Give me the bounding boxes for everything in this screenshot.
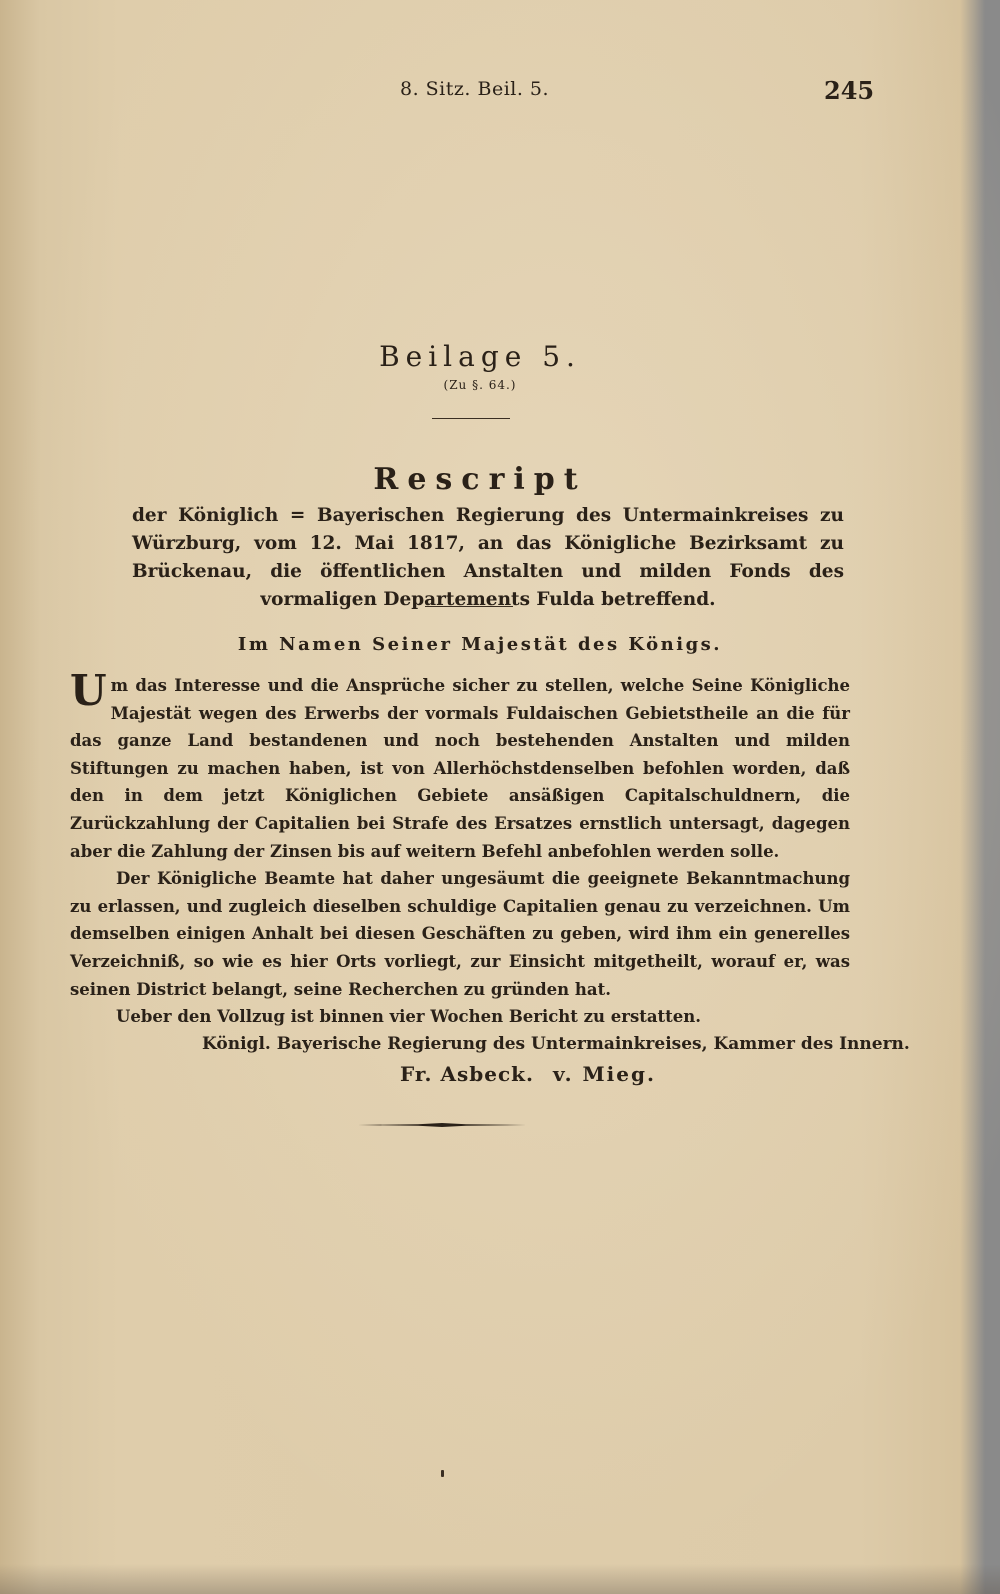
body-paragraph [70, 666, 850, 865]
body-paragraph: Der Königliche Beamte hat daher ungesäumt die geeignete Bekanntmachung zu erlassen, und zugleich dieselben schuldige Capitalien genau zu verzeichnen. Um demselben einigen Anhalt bei diesen Geschäften zu geben, wird ihm ein generelles Verzeichniß, so wie es hier Orts vorliegt, zur Einsicht mitgetheilt, worauf er, was seinen District belangt, seine Recherchen zu gründen hat. [70, 869, 850, 999]
page-edge-shadow [0, 1564, 1000, 1594]
document-title: Rescript [373, 462, 587, 497]
signatory-authority: Königl. Bayerische Regierung des Untermainkreises, Kammer des Innern. [202, 1034, 910, 1054]
divider-rule [425, 606, 513, 607]
appendix-reference: (Zu §. 64.) [443, 378, 517, 392]
divider-rule [432, 418, 510, 419]
body-paragraph: Ueber den Vollzug ist binnen vier Wochen Bericht zu erstatten. [116, 1007, 702, 1027]
running-head [0, 78, 1000, 112]
royal-invocation: Im Namen Seiner Majestät des Königs. [237, 634, 723, 655]
printer-mark [441, 1470, 444, 1477]
running-head-section: 8. Sitz. Beil. 5. [400, 78, 550, 100]
signature-first: Fr. Asbeck. [400, 1062, 534, 1086]
drop-cap: U [70, 666, 107, 715]
signature-second: v. Mieg. [553, 1062, 656, 1086]
document-description: der Königlich = Bayerischen Regierung des Untermainkreises zu Würzburg, vom 12. Mai 1817, an das Königliche Bezirksamt zu Brückenau, die öffentlichen Anstalten und milden Fonds des vormaligen Departements Fulda betreffend. [132, 505, 844, 610]
page-number: 245 [824, 76, 875, 105]
document-body [70, 666, 850, 1031]
end-rule-ornament [358, 1122, 526, 1128]
appendix-title: Beilage 5. [379, 340, 581, 373]
paragraph-text: m das Interesse und die Ansprüche sicher zu stellen, welche Seine Königliche Majestät wegen des Erwerbs der vormals Fuldaischen Gebietstheile an die für das ganze Land bestandenen und noch bestehenden Anstalten und milden Stiftungen zu machen haben, ist von Allerhöchstdenselben befohlen worden, daß den in dem jetzt Königlichen Gebiete ansäßigen Capitalschuldnern, die Zurückzahlung der Capitalien bei Strafe des Ersatzes ernstlich untersagt, dagegen aber die Zahlung der Zinsen bis auf weitern Befehl anbefohlen werden solle. [70, 676, 850, 861]
